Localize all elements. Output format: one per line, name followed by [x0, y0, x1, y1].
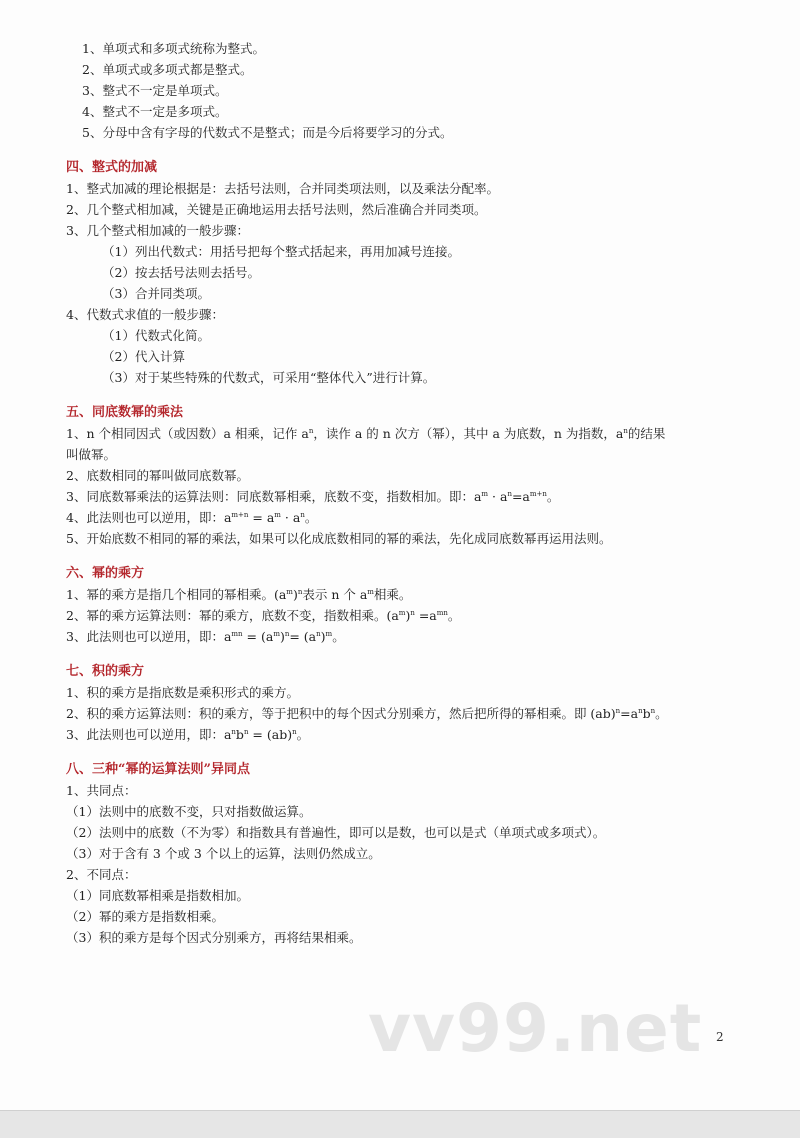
list-item: [66, 703, 746, 724]
section7-heading: 七、积的乘方: [66, 664, 145, 679]
text-run: 1、幂的乘方是指几个相同的幂相乘。(a: [66, 587, 287, 602]
sub-list-item: （1）同底数幂相乘是指数相加。: [66, 888, 249, 903]
exponent: n: [243, 728, 249, 736]
list-item: [66, 584, 746, 605]
text-run: ): [320, 629, 326, 644]
text-run: ): [405, 608, 411, 623]
text-run: · a: [280, 510, 301, 525]
text-run: 2、幂的乘方运算法则：幂的乘方，底数不变，指数相乘。(a: [66, 608, 399, 623]
text-run: 。: [447, 608, 461, 623]
exponent: mn: [231, 630, 243, 638]
text-run: 3、此法则也可以逆用，即：a: [66, 727, 232, 742]
text-run: ，读作 a 的 n 次方（幂），其中 a 为底数，n 为指数，a: [313, 426, 624, 441]
text-run: 3、同底数幂乘法的运算法则：同底数幂相乘，底数不变，指数相加。即：a: [66, 489, 482, 504]
exponent: n: [292, 728, 297, 736]
exponent: m: [274, 511, 281, 519]
sub-list-item: （3）合并同类项。: [102, 286, 210, 301]
sub-list-item: （2）按去括号法则去括号。: [102, 265, 260, 280]
exponent: m: [398, 609, 406, 617]
list-item: 2、单项式或多项式都是整式。: [82, 62, 253, 77]
text-run: 1、n 个相同因式（或因数）a 相乘，记作 a: [66, 426, 309, 441]
sub-list-item: （3）对于某些特殊的代数式，可采用“整体代入”进行计算。: [102, 370, 436, 385]
sub-list-item: （1）法则中的底数不变，只对指数做运算。: [66, 804, 312, 819]
list-item: 4、整式不一定是多项式。: [82, 104, 228, 119]
sub-list-item: （1）代数式化简。: [102, 328, 210, 343]
text-run: b: [642, 706, 651, 721]
text-run: 的结果: [627, 426, 666, 441]
text-run: 。: [296, 727, 310, 742]
exponent: n: [507, 490, 512, 498]
sub-list-item: （2）代入计算: [102, 349, 185, 364]
section4-heading: 四、整式的加减: [66, 160, 158, 175]
list-item: 4、代数式求值的一般步骤：: [66, 307, 224, 322]
list-item: 1、共同点：: [66, 783, 137, 798]
exponent: m: [367, 588, 374, 596]
exponent: m+n: [231, 511, 249, 519]
exponent: m: [273, 630, 280, 638]
exponent: n: [650, 707, 656, 715]
text-run: 。: [304, 510, 318, 525]
exponent: n: [308, 427, 314, 435]
exponent: n: [316, 630, 321, 638]
section3-list: [66, 38, 746, 143]
exponent: mn: [436, 609, 448, 617]
list-item: 3、几个整式相加减的一般步骤：: [66, 223, 249, 238]
list-item: 1、整式加减的理论根据是：去括号法则，合并同类项法则，以及乘法分配率。: [66, 181, 499, 196]
sub-list-item: （2）幂的乘方是指数相乘。: [66, 909, 224, 924]
exponent: n: [284, 630, 290, 638]
section6-heading: 六、幂的乘方: [66, 566, 145, 581]
text-run: 。: [655, 706, 668, 721]
list-item: [66, 423, 746, 444]
list-item: 2、底数相同的幂叫做同底数幂。: [66, 468, 249, 483]
text-run: 相乘。: [373, 587, 412, 602]
section5-heading: 五、同底数幂的乘法: [66, 405, 184, 420]
list-item: 1、单项式和多项式统称为整式。: [82, 41, 265, 56]
text-run: b: [235, 727, 244, 742]
list-item: 5、分母中含有字母的代数式不是整式；而是今后将要学习的分式。: [82, 125, 453, 140]
exponent: m: [481, 490, 489, 498]
list-item: [66, 486, 746, 507]
list-item: [66, 507, 746, 528]
sub-list-item: （1）列出代数式：用括号把每个整式括起来，再用加减号连接。: [102, 244, 460, 259]
list-item: 5、开始底数不相同的幂的乘法，如果可以化成底数相同的幂的乘法，先化成同底数幂再运用法则。: [66, 531, 612, 546]
exponent: m: [325, 630, 333, 638]
list-item: 3、整式不一定是单项式。: [82, 83, 228, 98]
exponent: n: [231, 728, 236, 736]
text-run: ): [292, 587, 298, 602]
text-run: 表示 n 个 a: [302, 587, 368, 602]
list-item: 2、几个整式相加减，关键是正确地运用去括号法则，然后准确合并同类项。: [66, 202, 487, 217]
list-item: [66, 626, 746, 647]
watermark: vv99.net: [368, 990, 703, 1067]
sub-list-item: （3）对于含有 3 个或 3 个以上的运算，法则仍然成立。: [66, 846, 381, 861]
text-run: ): [279, 629, 285, 644]
text-run: = a: [248, 510, 275, 525]
list-item: [66, 605, 746, 626]
text-run: 2、积的乘方运算法则：积的乘方，等于把积中的每个因式分别乘方，然后把所得的幂相乘。即 (ab): [66, 706, 616, 721]
text-run: = (ab): [248, 727, 293, 742]
exponent: n: [623, 427, 628, 435]
text-run: · a: [488, 489, 508, 504]
exponent: n: [300, 511, 305, 519]
text-run: =a: [414, 608, 437, 623]
viewer-bottom-strip: [0, 1110, 800, 1138]
exponent: m: [286, 588, 293, 596]
exponent: n: [410, 609, 415, 617]
list-item: 1、积的乘方是指底数是乘积形式的乘方。: [66, 685, 299, 700]
list-item: [66, 724, 746, 745]
text-run: =a: [511, 489, 530, 504]
text-run: 3、此法则也可以逆用，即：a: [66, 629, 232, 644]
exponent: m+n: [529, 490, 547, 498]
list-item-continuation: 叫做幂。: [66, 447, 117, 462]
exponent: n: [638, 707, 643, 715]
text-run: = (a: [242, 629, 274, 644]
text-run: 4、此法则也可以逆用，即：a: [66, 510, 232, 525]
section8-heading: 八、三种“幂的运算法则”异同点: [66, 762, 250, 777]
list-item: 2、不同点：: [66, 867, 137, 882]
sub-list-item: （2）法则中的底数（不为零）和指数具有普遍性，即可以是数，也可以是式（单项式或多项式）。: [66, 825, 606, 840]
page-number: 2: [716, 1030, 724, 1044]
text-run: 。: [546, 489, 560, 504]
text-run: = (a: [289, 629, 317, 644]
sub-list-item: （3）积的乘方是每个因式分别乘方，再将结果相乘。: [66, 930, 362, 945]
exponent: n: [615, 707, 621, 715]
exponent: n: [297, 588, 303, 596]
page-content: [66, 38, 746, 948]
text-run: =a: [620, 706, 639, 721]
text-run: 。: [332, 629, 345, 644]
